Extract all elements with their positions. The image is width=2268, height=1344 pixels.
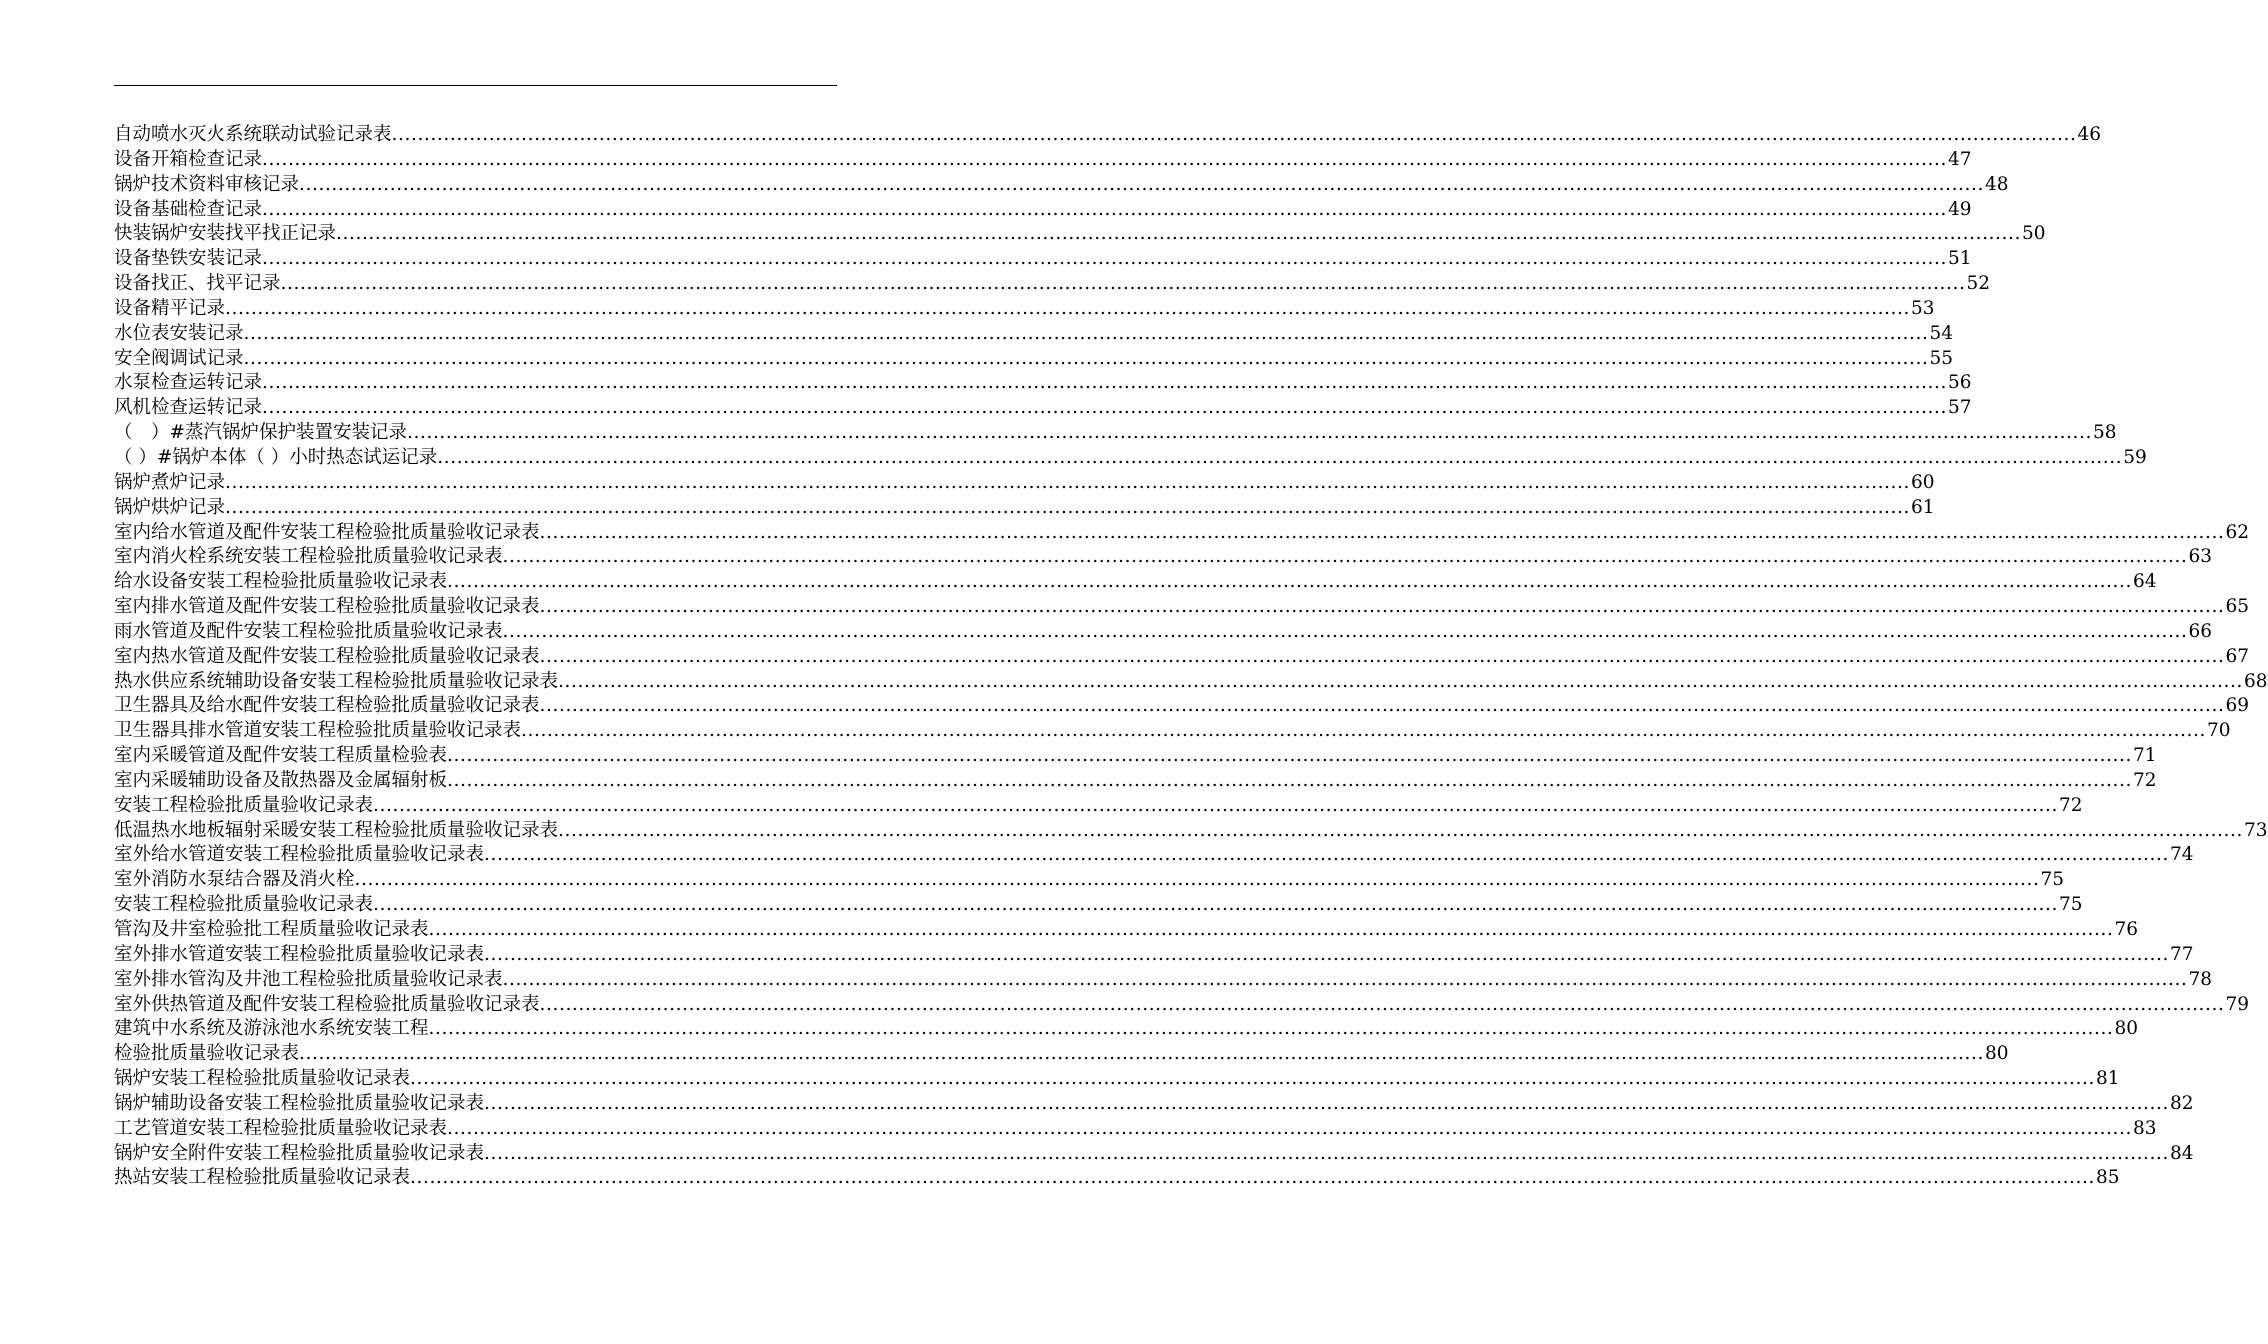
toc-dot-leader: .................................................................................................................................................................................................................................................................... [447, 745, 2132, 767]
toc-dot-leader: .................................................................................................................................................................................................................................................................... [299, 1043, 1984, 1065]
toc-dot-leader: .................................................................................................................................................................................................................................................................... [447, 1117, 2132, 1139]
toc-dot-leader: .................................................................................................................................................................................................................................................................... [410, 1167, 2095, 1189]
toc-entry[interactable] [114, 620, 2213, 645]
toc-entry-title: 锅炉安装工程检验批质量验收记录表 [114, 1068, 411, 1090]
toc-entry-page-number: 55 [1929, 347, 1954, 369]
toc-entry-title: 管沟及井室检验批工程质量验收记录表 [114, 919, 429, 940]
toc-entry[interactable] [114, 446, 2147, 471]
toc-entry-title: 室内采暖辅助设备及散热器及金属辐射板 [114, 769, 448, 791]
toc-entry-title: 风机检查运转记录 [114, 397, 263, 419]
toc-entry-title: 室外供热管道及配件安装工程检验批质量验收记录表 [114, 993, 540, 1015]
toc-entry-title: 快装锅炉安装找平找正记录 [114, 223, 337, 245]
toc-entry-page-number: 58 [2092, 422, 2117, 444]
toc-entry[interactable] [114, 670, 2268, 695]
toc-entry-title: 安装工程检验批质量验收记录表 [114, 894, 374, 916]
toc-entry-title: 室外消防水泵结合器及消火栓 [114, 869, 355, 891]
toc-entry[interactable] [114, 943, 2194, 968]
header-rule [114, 85, 837, 86]
toc-dot-leader: .................................................................................................................................................................................................................................................................... [391, 124, 2077, 145]
toc-dot-leader: .................................................................................................................................................................................................................................................................... [373, 794, 2058, 816]
toc-entry-page-number: 68 [2243, 670, 2268, 692]
toc-dot-leader: .................................................................................................................................................................................................................................................................... [225, 297, 1910, 319]
toc-entry[interactable] [114, 1017, 2139, 1042]
toc-entry-title: 建筑中水系统及游泳池水系统安装工程 [114, 1018, 429, 1040]
toc-entry-title: 卫生器具排水管道安装工程检验批质量验收记录表 [114, 720, 522, 742]
toc-dot-leader: .................................................................................................................................................................................................................................................................... [225, 471, 1910, 493]
toc-entry-title: 卫生器具及给水配件安装工程检验批质量验收记录表 [114, 695, 540, 717]
toc-dot-leader: .................................................................................................................................................................................................................................................................... [521, 720, 2206, 742]
toc-entry-page-number: 66 [2188, 620, 2213, 642]
toc-entry[interactable] [114, 744, 2157, 769]
toc-entry-page-number: 67 [2225, 645, 2250, 667]
toc-entry[interactable] [114, 843, 2194, 868]
toc-entry[interactable] [114, 148, 1972, 173]
toc-entry[interactable] [114, 521, 2250, 546]
toc-entry-title: 室内消火栓系统安装工程检验批质量验收记录表 [114, 546, 503, 568]
toc-entry-title: 设备精平记录 [114, 297, 226, 319]
toc-entry[interactable] [114, 1166, 2120, 1191]
toc-entry[interactable] [114, 496, 1935, 521]
toc-entry-title: 设备垫铁安装记录 [114, 248, 263, 270]
toc-entry-title: 设备找正、找平记录 [114, 273, 281, 295]
toc-dot-leader: .................................................................................................................................................................................................................................................................... [410, 1068, 2095, 1090]
toc-entry-page-number: 80 [2114, 1018, 2139, 1040]
toc-entry-title: 锅炉辅助设备安装工程检验批质量验收记录表 [114, 1092, 485, 1114]
toc-entry[interactable] [114, 868, 2065, 893]
toc-entry-page-number: 83 [2132, 1117, 2157, 1139]
toc-entry-page-number: 79 [2225, 993, 2250, 1015]
toc-entry-page-number: 49 [1947, 198, 1972, 220]
toc-entry-page-number: 65 [2225, 596, 2250, 618]
toc-entry-title: 锅炉煮炉记录 [114, 471, 226, 493]
toc-entry-page-number: 72 [2132, 769, 2157, 791]
toc-entry-page-number: 50 [2021, 223, 2046, 245]
toc-entry-title: 热水供应系统辅助设备安装工程检验批质量验收记录表 [114, 670, 559, 692]
toc-dot-leader: .................................................................................................................................................................................................................................................................... [262, 248, 1947, 270]
toc-entry[interactable] [114, 645, 2250, 670]
toc-entry-page-number: 75 [2058, 894, 2083, 916]
toc-entry[interactable] [114, 347, 1954, 372]
toc-entry-page-number: 80 [1984, 1043, 2009, 1065]
toc-dot-leader: .................................................................................................................................................................................................................................................................... [243, 347, 1929, 369]
toc-entry-page-number: 56 [1947, 372, 1972, 394]
toc-dot-leader: .................................................................................................................................................................................................................................................................... [243, 322, 1929, 344]
toc-entry[interactable] [114, 1042, 2009, 1067]
toc-dot-leader: .................................................................................................................................................................................................................................................................... [428, 919, 2114, 940]
toc-dot-leader: .................................................................................................................................................................................................................................................................... [299, 173, 1984, 195]
toc-entry[interactable] [114, 769, 2157, 794]
toc-entry[interactable] [114, 322, 1954, 347]
toc-dot-leader: .................................................................................................................................................................................................................................................................... [354, 869, 2040, 891]
toc-entry[interactable] [114, 968, 2213, 993]
toc-dot-leader: .................................................................................................................................................................................................................................................................... [539, 695, 2225, 717]
toc-entry-page-number: 64 [2132, 571, 2157, 593]
toc-dot-leader: .................................................................................................................................................................................................................................................................... [484, 1142, 2169, 1164]
toc-dot-leader: .................................................................................................................................................................................................................................................................... [539, 645, 2225, 667]
table-of-contents [114, 123, 2268, 1191]
toc-entry-page-number: 53 [1910, 297, 1935, 319]
toc-entry-page-number: 81 [2095, 1068, 2120, 1090]
toc-entry[interactable] [114, 545, 2213, 570]
toc-dot-leader: .................................................................................................................................................................................................................................................................... [447, 571, 2132, 593]
toc-entry-page-number: 52 [1966, 273, 1991, 295]
toc-entry-title: 安全阀调试记录 [114, 347, 244, 369]
toc-dot-leader: .................................................................................................................................................................................................................................................................... [539, 521, 2225, 543]
toc-entry-title: 工艺管道安装工程检验批质量验收记录表 [114, 1117, 448, 1139]
toc-dot-leader: .................................................................................................................................................................................................................................................................... [539, 993, 2225, 1015]
toc-entry-title: 室内采暖管道及配件安装工程质量检验表 [114, 745, 448, 767]
toc-entry[interactable] [114, 198, 1972, 223]
toc-entry[interactable] [114, 1092, 2194, 1117]
toc-dot-leader: .................................................................................................................................................................................................................................................................... [502, 968, 2188, 990]
toc-entry-page-number: 54 [1929, 322, 1954, 344]
toc-entry-page-number: 46 [2077, 124, 2102, 145]
toc-entry-page-number: 77 [2169, 943, 2194, 965]
toc-entry-page-number: 71 [2132, 745, 2157, 767]
toc-entry-title: 低温热水地板辐射采暖安装工程检验批质量验收记录表 [114, 819, 559, 841]
toc-dot-leader: .................................................................................................................................................................................................................................................................... [502, 620, 2188, 642]
toc-entry[interactable] [114, 893, 2083, 918]
toc-entry[interactable] [114, 595, 2250, 620]
toc-dot-leader: .................................................................................................................................................................................................................................................................... [336, 223, 2021, 245]
toc-entry-title: 室外排水管沟及井池工程检验批质量验收记录表 [114, 968, 503, 990]
toc-dot-leader: .................................................................................................................................................................................................................................................................... [280, 273, 1966, 295]
toc-entry-title: 室内排水管道及配件安装工程检验批质量验收记录表 [114, 596, 540, 618]
toc-entry-title: 设备基础检查记录 [114, 198, 263, 220]
toc-entry[interactable] [114, 421, 2117, 446]
toc-entry-title: 室内给水管道及配件安装工程检验批质量验收记录表 [114, 521, 540, 543]
toc-entry-title: 水泵检查运转记录 [114, 372, 263, 394]
toc-dot-leader: .................................................................................................................................................................................................................................................................... [502, 546, 2188, 568]
toc-entry[interactable] [114, 1117, 2157, 1142]
toc-dot-leader: .................................................................................................................................................................................................................................................................... [262, 198, 1947, 220]
toc-entry[interactable] [114, 993, 2250, 1018]
toc-entry-page-number: 85 [2095, 1167, 2120, 1189]
toc-entry-page-number: 61 [1910, 496, 1935, 518]
toc-entry-page-number: 69 [2225, 695, 2250, 717]
toc-entry[interactable] [114, 371, 1972, 396]
toc-entry-title: 水位表安装记录 [114, 322, 244, 344]
toc-entry[interactable] [114, 570, 2157, 595]
toc-entry-page-number: 72 [2058, 794, 2083, 816]
toc-dot-leader: .................................................................................................................................................................................................................................................................... [484, 1092, 2169, 1114]
toc-dot-leader: .................................................................................................................................................................................................................................................................... [373, 894, 2058, 916]
toc-entry-page-number: 78 [2188, 968, 2213, 990]
toc-entry-title: 室外排水管道安装工程检验批质量验收记录表 [114, 943, 485, 965]
toc-dot-leader: .................................................................................................................................................................................................................................................................... [262, 372, 1947, 394]
toc-entry-page-number: 74 [2169, 844, 2194, 866]
toc-entry-page-number: 60 [1910, 471, 1935, 493]
toc-dot-leader: .................................................................................................................................................................................................................................................................... [558, 819, 2243, 841]
toc-entry-page-number: 48 [1984, 173, 2009, 195]
toc-entry-title: （ ）#锅炉本体（ ）小时热态试运记录 [114, 446, 438, 468]
toc-entry-title: 给水设备安装工程检验批质量验收记录表 [114, 571, 448, 593]
toc-entry-page-number: 84 [2169, 1142, 2194, 1164]
toc-entry[interactable] [114, 222, 2046, 247]
toc-entry-title: 自动喷水灭火系统联动试验记录表 [114, 124, 392, 145]
toc-entry-page-number: 59 [2123, 446, 2147, 468]
toc-entry-page-number: 70 [2206, 720, 2231, 742]
toc-dot-leader: .................................................................................................................................................................................................................................................................... [484, 844, 2169, 866]
toc-dot-leader: .................................................................................................................................................................................................................................................................... [437, 446, 2123, 468]
toc-dot-leader: .................................................................................................................................................................................................................................................................... [428, 1018, 2114, 1040]
toc-entry[interactable] [114, 297, 1935, 322]
toc-entry-page-number: 57 [1947, 397, 1972, 419]
toc-entry-title: 雨水管道及配件安装工程检验批质量验收记录表 [114, 620, 503, 642]
toc-entry-title: 锅炉安全附件安装工程检验批质量验收记录表 [114, 1142, 485, 1164]
toc-entry-title: （ ）#蒸汽锅炉保护装置安装记录 [114, 422, 408, 444]
toc-dot-leader: .................................................................................................................................................................................................................................................................... [484, 943, 2169, 965]
toc-entry-page-number: 63 [2188, 546, 2213, 568]
toc-dot-leader: .................................................................................................................................................................................................................................................................... [262, 148, 1947, 170]
toc-entry-title: 锅炉烘炉记录 [114, 496, 226, 518]
toc-entry[interactable] [114, 794, 2083, 819]
toc-entry[interactable] [114, 819, 2268, 844]
toc-entry-page-number: 51 [1947, 248, 1972, 270]
toc-entry[interactable] [114, 1067, 2120, 1092]
toc-entry-title: 室内热水管道及配件安装工程检验批质量验收记录表 [114, 645, 540, 667]
toc-entry-title: 锅炉技术资料审核记录 [114, 173, 300, 195]
toc-entry[interactable] [114, 471, 1935, 496]
toc-entry-title: 热站安装工程检验批质量验收记录表 [114, 1167, 411, 1189]
toc-entry[interactable] [114, 1142, 2194, 1167]
toc-dot-leader: .................................................................................................................................................................................................................................................................... [225, 496, 1910, 518]
toc-entry[interactable] [114, 123, 2102, 148]
toc-entry-title: 检验批质量验收记录表 [114, 1043, 300, 1065]
toc-dot-leader: .................................................................................................................................................................................................................................................................... [539, 596, 2225, 618]
toc-dot-leader: .................................................................................................................................................................................................................................................................... [558, 670, 2243, 692]
toc-entry-page-number: 76 [2114, 919, 2139, 940]
toc-entry-page-number: 82 [2169, 1092, 2194, 1114]
toc-dot-leader: .................................................................................................................................................................................................................................................................... [407, 422, 2092, 444]
toc-entry-page-number: 62 [2225, 521, 2250, 543]
toc-entry-title: 设备开箱检查记录 [114, 148, 263, 170]
toc-entry[interactable] [114, 694, 2250, 719]
toc-entry[interactable] [114, 396, 1972, 421]
toc-dot-leader: .................................................................................................................................................................................................................................................................... [262, 397, 1947, 419]
toc-entry-title: 室外给水管道安装工程检验批质量验收记录表 [114, 844, 485, 866]
toc-entry-page-number: 47 [1947, 148, 1972, 170]
toc-entry[interactable] [114, 173, 2009, 198]
toc-entry[interactable] [114, 272, 1991, 297]
toc-entry[interactable] [114, 247, 1972, 272]
toc-entry[interactable] [114, 918, 2139, 943]
toc-entry-page-number: 73 [2243, 819, 2268, 841]
toc-entry-title: 安装工程检验批质量验收记录表 [114, 794, 374, 816]
toc-entry-page-number: 75 [2040, 869, 2065, 891]
toc-entry[interactable] [114, 719, 2231, 744]
toc-dot-leader: .................................................................................................................................................................................................................................................................... [447, 769, 2132, 791]
